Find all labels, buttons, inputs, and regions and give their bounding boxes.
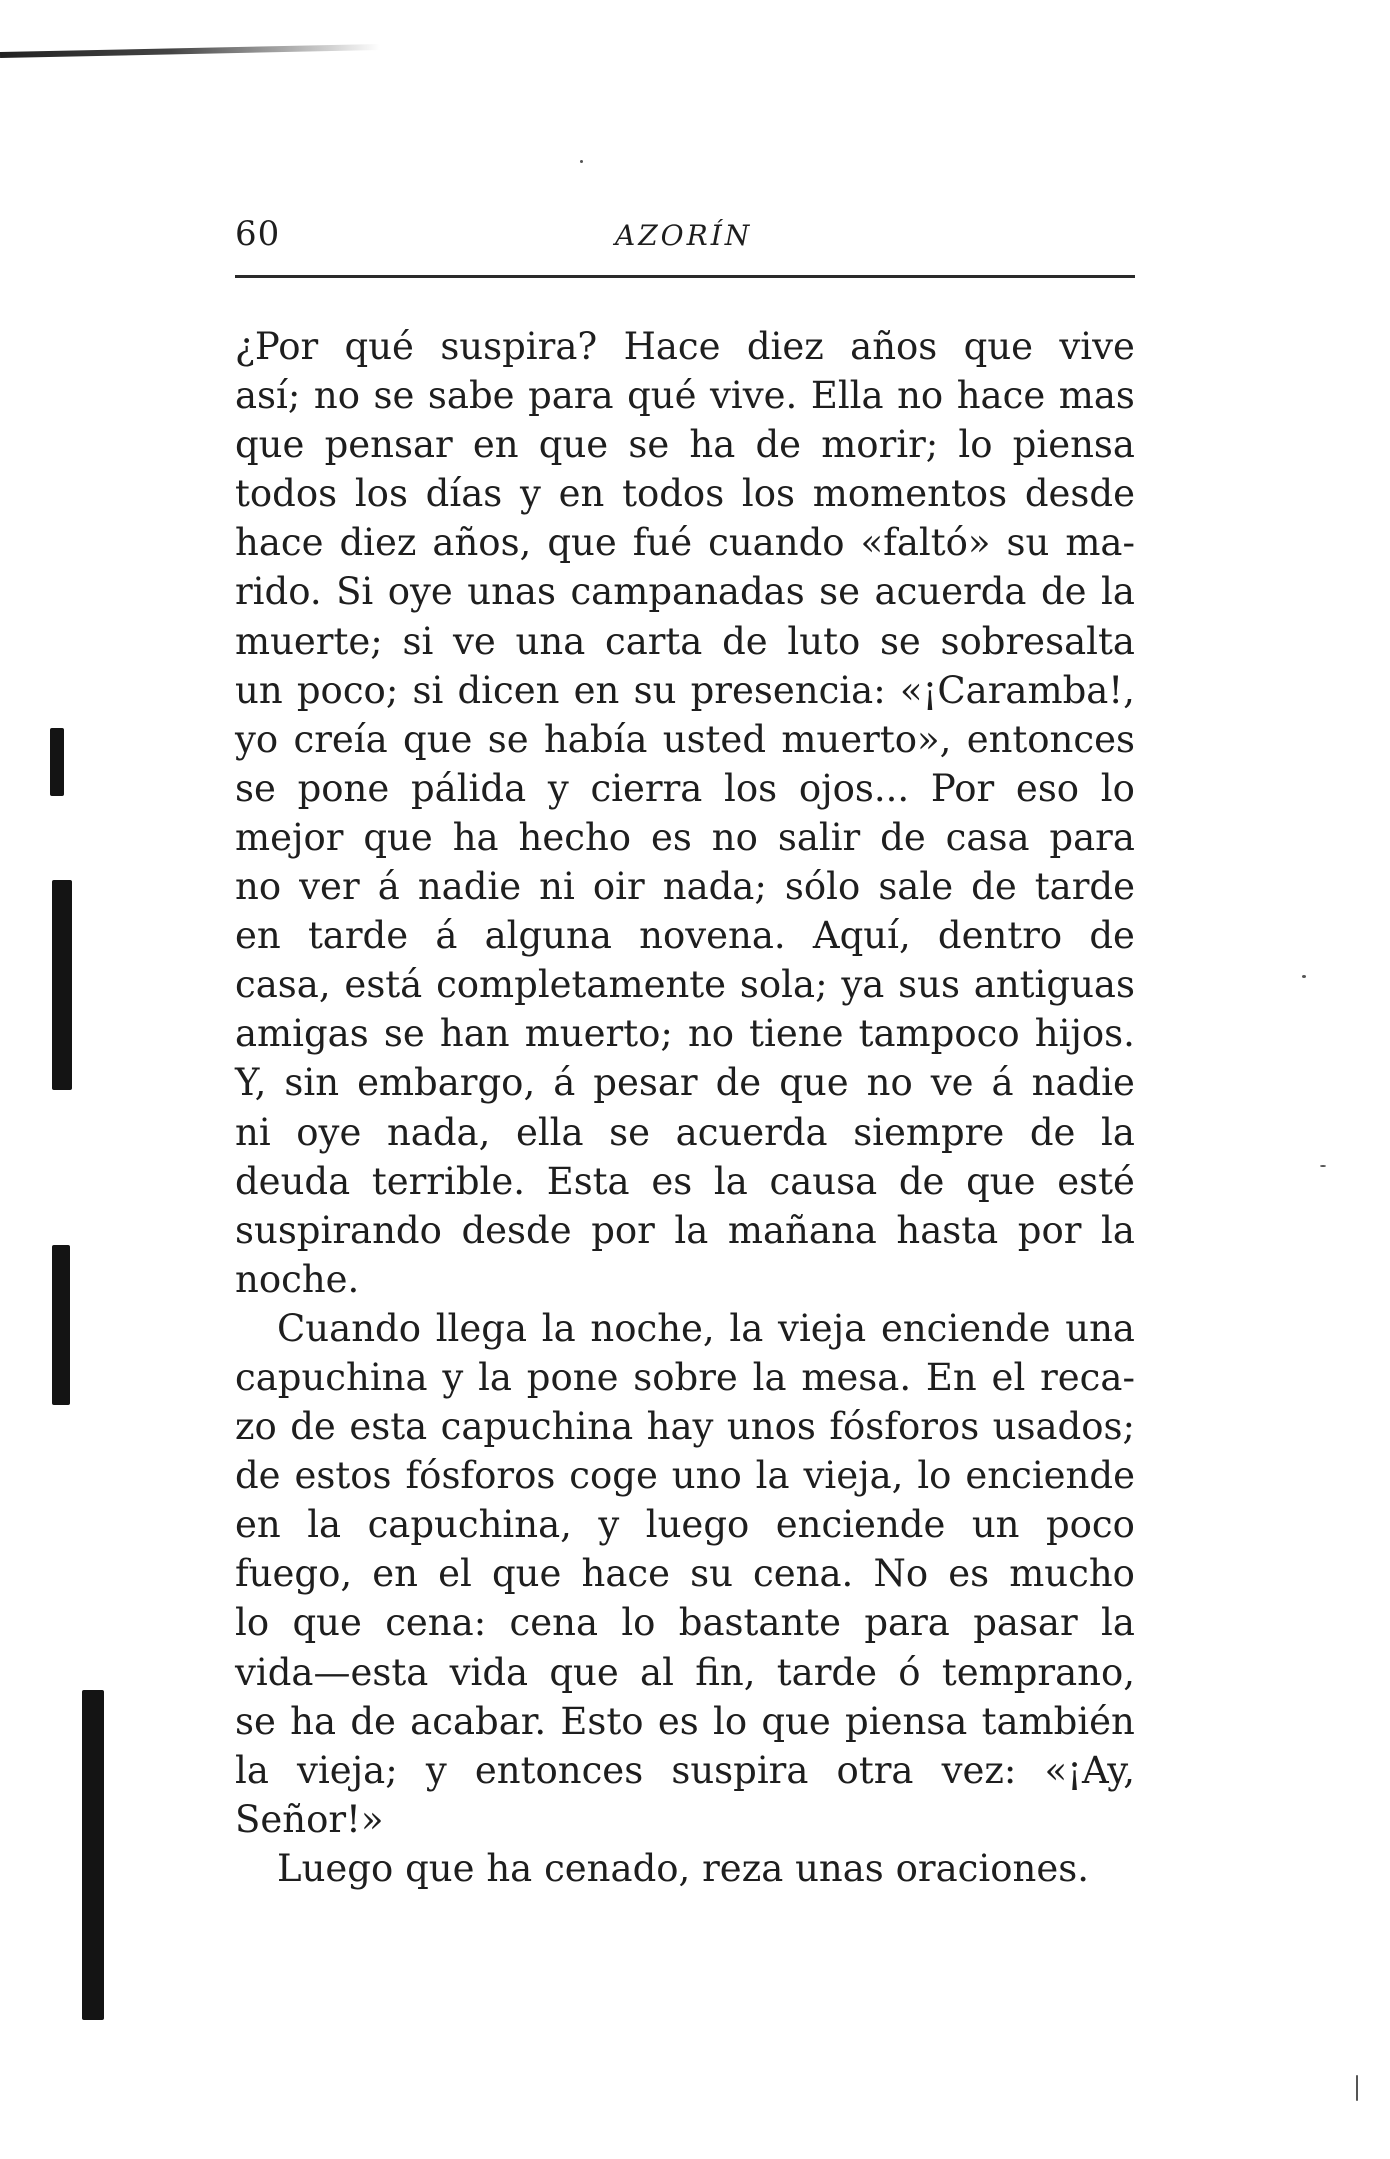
dust-speck: [1320, 1165, 1326, 1167]
text-line: capuchina y la pone sobre la mesa. En el reca-: [235, 1355, 1135, 1399]
text-line: en la capuchina, y luego enciende un poco: [235, 1503, 1135, 1547]
page-number: 60: [235, 214, 281, 254]
binding-shadow: [82, 1690, 104, 2020]
dust-speck: [1356, 2075, 1358, 2101]
text-line: ¿Por qué suspira? Hace diez años que vive: [235, 325, 1135, 368]
text-line: lo que cena: cena lo bastante para pasar la: [235, 1601, 1135, 1645]
text-line: casa, está completamente sola; ya sus antiguas: [235, 963, 1135, 1007]
text-line: se pone pálida y cierra los ojos... Por eso lo: [235, 766, 1135, 810]
text-line: Señor!»: [235, 1797, 384, 1841]
text-line: yo creía que se había usted muerto», entonces: [235, 717, 1135, 761]
text-line: suspirando desde por la mañana hasta por la: [235, 1208, 1135, 1252]
binding-shadow: [52, 1245, 70, 1405]
text-line: de estos fósforos coge uno la vieja, lo enciende: [235, 1454, 1135, 1498]
body-text: [235, 322, 1135, 1893]
text-line: mejor que ha hecho es no salir de casa para: [235, 815, 1135, 859]
dust-speck: [580, 160, 583, 163]
text-line: así; no se sabe para qué vive. Ella no hace mas: [235, 374, 1135, 418]
text-line: la vieja; y entonces suspira otra vez: «¡Ay,: [235, 1748, 1135, 1792]
text-line: en tarde á alguna novena. Aquí, dentro de: [235, 914, 1135, 958]
text-line: amigas se han muerto; no tiene tampoco hijos.: [235, 1012, 1135, 1056]
text-line: ni oye nada, ella se acuerda siempre de la: [235, 1110, 1135, 1154]
text-line: Luego que ha cenado, reza unas oraciones.: [277, 1846, 1089, 1890]
text-line: todos los días y en todos los momentos desde: [235, 472, 1135, 516]
text-line: Y, sin embargo, á pesar de que no ve á nadie: [235, 1061, 1135, 1105]
text-line: Cuando llega la noche, la vieja enciende una: [277, 1306, 1135, 1350]
scan-artifact-top: [0, 44, 380, 58]
running-head: AZORÍN: [615, 219, 753, 252]
text-line: muerte; si ve una carta de luto se sobresalta: [235, 619, 1135, 663]
text-line: rido. Si oye unas campanadas se acuerda de la: [235, 570, 1135, 614]
text-line: no ver á nadie ni oir nada; sólo sale de tarde: [235, 865, 1135, 909]
text-line: un poco; si dicen en su presencia: «¡Caramba!,: [235, 668, 1135, 712]
text-line: vida—esta vida que al fin, tarde ó temprano,: [235, 1650, 1135, 1694]
dust-speck: [1302, 975, 1306, 978]
text-line: que pensar en que se ha de morir; lo piensa: [235, 423, 1135, 467]
header-rule: [235, 275, 1135, 278]
text-line: se ha de acabar. Esto es lo que piensa también: [235, 1699, 1135, 1743]
page-header: [235, 214, 1135, 262]
text-line: zo de esta capuchina hay unos fósforos usados;: [235, 1405, 1135, 1449]
binding-shadow: [52, 880, 72, 1090]
text-line: deuda terrible. Esta es la causa de que esté: [235, 1159, 1135, 1203]
binding-shadow: [50, 728, 64, 796]
text-line: noche.: [235, 1257, 360, 1301]
text-line: fuego, en el que hace su cena. No es mucho: [235, 1552, 1135, 1596]
text-line: hace diez años, que fué cuando «faltó» su ma-: [235, 521, 1135, 565]
